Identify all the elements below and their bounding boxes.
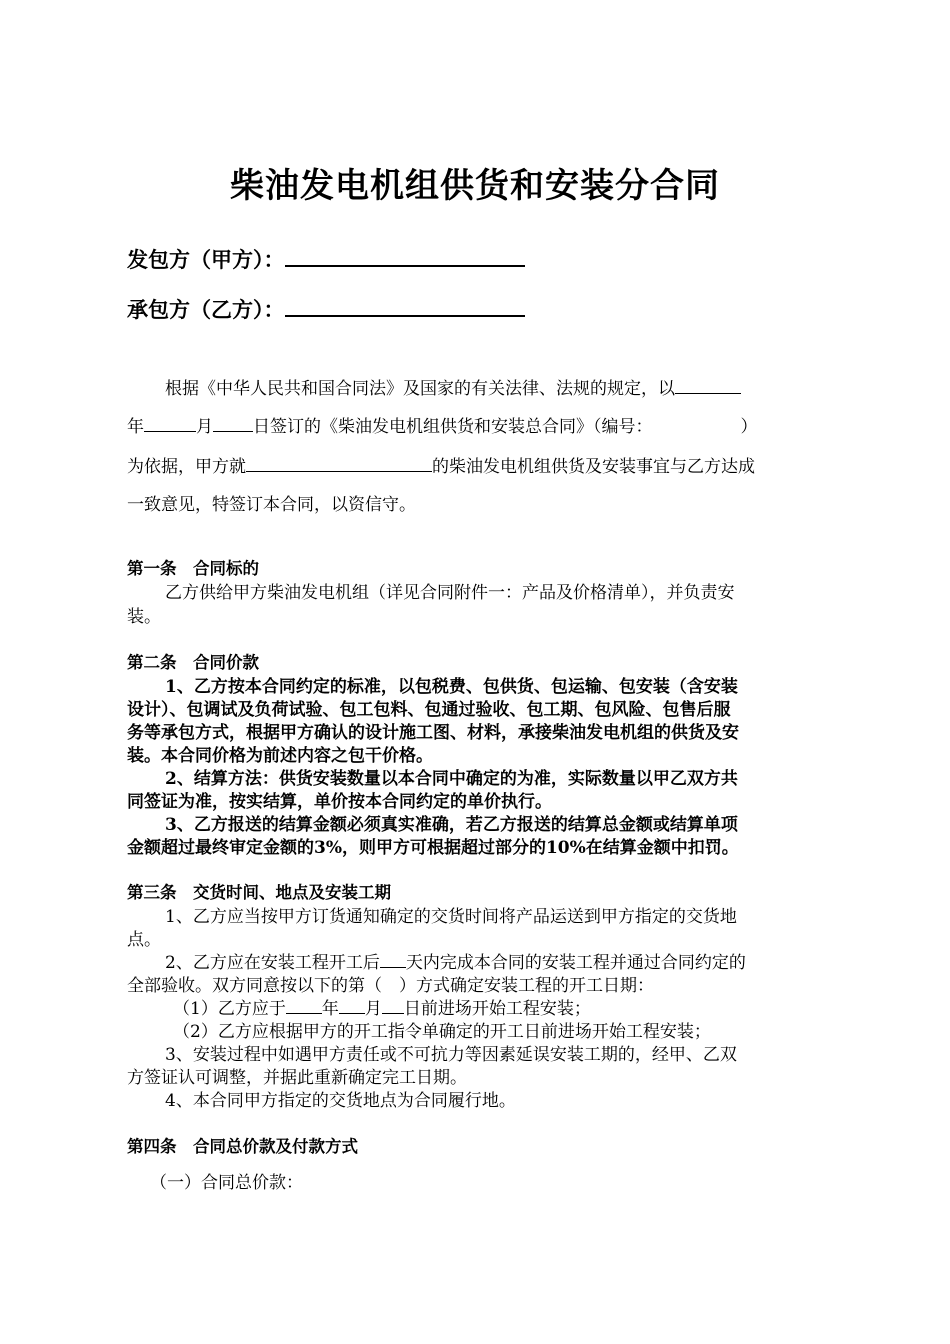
document-title: 柴油发电机组供货和安装分合同 — [230, 166, 720, 206]
date-month-blank — [144, 417, 196, 432]
preamble-line-2: 年 月 日签订的《柴油发电机组供货和安装总合同》（编号： ） — [127, 417, 758, 437]
article-3-line-9: 4、本合同甲方指定的交货地点为合同履行地。 — [165, 1091, 516, 1111]
article-2-line-1: 1、乙方按本合同约定的标准，以包税费、包供货、包运输、包安装（含安装 — [165, 677, 738, 697]
article-2-heading: 第二条 合同价款 — [127, 653, 259, 672]
article-2-line-3: 务等承包方式，根据甲方确认的设计施工图、材料，承接柴油发电机组的供货及安 — [127, 723, 739, 743]
article-2-line-6: 同签证为准，按实结算，单价按本合同约定的单价执行。 — [127, 792, 552, 812]
article-1-text-cont: 装。 — [127, 607, 161, 627]
article-1-text: 乙方供给甲方柴油发电机组（详见合同附件一：产品及价格清单），并负责安 — [165, 583, 735, 603]
start-year-blank — [286, 999, 322, 1014]
article-3-line-3: 2、乙方应在安装工程开工后 天内完成本合同的安装工程并通过合同约定的 — [165, 953, 746, 973]
article-3-line-7: 3、安装过程中如遇甲方责任或不可抗力等因素延误安装工期的，经甲、乙双 — [165, 1045, 737, 1065]
article-4-heading: 第四条 合同总价款及付款方式 — [127, 1137, 358, 1156]
article-3-heading: 第三条 交货时间、地点及安装工期 — [127, 883, 391, 902]
article-4-subsection-1: （一）合同总价款： — [150, 1173, 303, 1193]
party-a-label: 发包方（甲方）： — [127, 247, 285, 272]
article-3-line-1: 1、乙方应当按甲方订货通知确定的交货时间将产品运送到甲方指定的交货地 — [165, 907, 737, 927]
party-b-line — [127, 294, 525, 324]
article-2-line-5: 2、结算方法：供货安装数量以本合同中确定的为准，实际数量以甲乙双方共 — [165, 769, 738, 789]
preamble-line-3: 为依据，甲方就 的柴油发电机组供货及安装事宜与乙方达成 — [127, 457, 755, 477]
preamble-line-1: 根据《中华人民共和国合同法》及国家的有关法律、法规的规定，以 — [165, 374, 741, 399]
article-2-line-7: 3、乙方报送的结算金额必须真实准确，若乙方报送的结算总金额或结算单项 — [165, 815, 738, 835]
article-3-line-5: （1）乙方应于 年 月 日前进场开始工程安装； — [173, 999, 591, 1019]
article-3-line-2: 点。 — [127, 930, 161, 950]
article-3-line-6: （2）乙方应根据甲方的开工指令单确定的开工日前进场开始工程安装； — [173, 1022, 711, 1042]
article-2-line-8: 金额超过最终审定金额的3%，则甲方可根据超过部分的10%在结算金额中扣罚。 — [127, 838, 739, 858]
article-3-line-4: 全部验收。双方同意按以下的第（ ）方式确定安装工程的开工日期： — [127, 976, 654, 996]
start-day-blank — [382, 999, 404, 1014]
article-3-line-8: 方签证认可调整，并据此重新确定完工日期。 — [127, 1068, 467, 1088]
article-1-heading: 第一条 合同标的 — [127, 559, 259, 578]
party-a-blank — [285, 247, 525, 267]
party-a-line — [127, 244, 525, 274]
project-name-blank — [246, 457, 432, 472]
date-year-blank — [675, 379, 741, 394]
party-b-label: 承包方（乙方）： — [127, 297, 285, 322]
article-2-line-2: 设计）、包调试及负荷试验、包工包料、包通过验收、包工期、包风险、包售后服 — [127, 700, 731, 720]
start-month-blank — [339, 999, 365, 1014]
date-day-blank — [213, 417, 253, 432]
article-2-line-4: 装。本合同价格为前述内容之包干价格。 — [127, 746, 433, 766]
party-b-blank — [285, 297, 525, 317]
preamble-line-4: 一致意见，特签订本合同，以资信守。 — [127, 495, 416, 515]
days-blank — [380, 953, 406, 968]
